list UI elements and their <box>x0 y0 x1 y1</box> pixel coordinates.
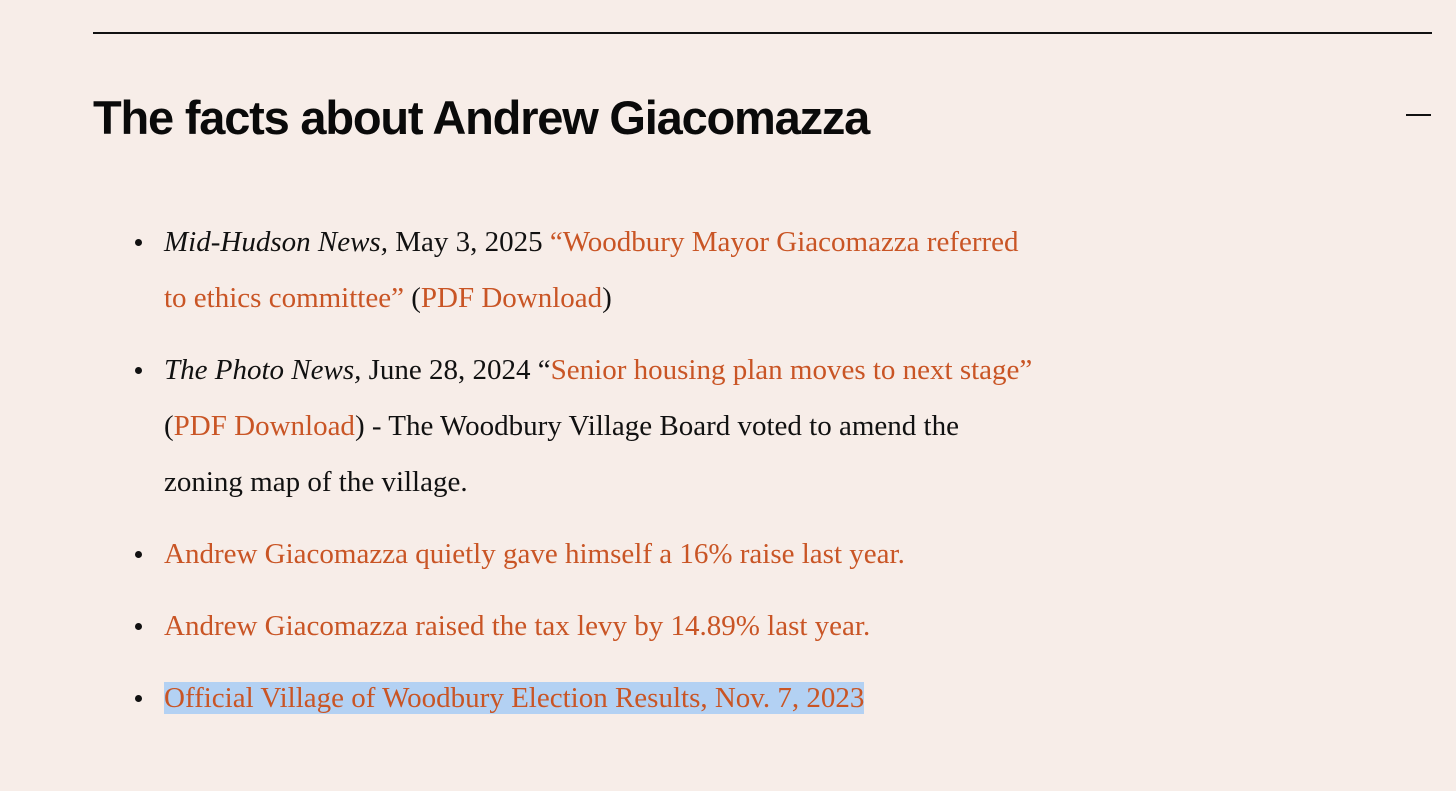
article-link[interactable]: “Woodbury Mayor Giacomazza referred to ethics committee” <box>164 226 1019 314</box>
article-date: May 3, 2025 <box>387 226 550 258</box>
bullet-icon <box>135 623 142 630</box>
list-item <box>164 670 1044 726</box>
election-results-link[interactable]: Official Village of Woodbury Election Results, Nov. 7, 2023 <box>164 682 865 714</box>
article-date: June 28, 2024 “ <box>361 354 551 386</box>
article-description: - The Woodbury Village Board voted to amend the zoning map of the village. <box>164 410 959 498</box>
pdf-download-link[interactable]: PDF Download <box>420 282 603 314</box>
raise-link[interactable]: Andrew Giacomazza quietly gave himself a 16% raise last year. <box>164 538 905 570</box>
section-title: The facts about Andrew Giacomazza <box>93 91 870 144</box>
paren-close: ) <box>354 410 365 442</box>
source-name: Mid-Hudson News, <box>164 226 388 258</box>
bullet-icon <box>135 239 142 246</box>
minus-icon <box>1406 114 1431 116</box>
article-link[interactable]: Senior housing plan moves to next stage” <box>550 354 1033 386</box>
list-item <box>164 342 1044 510</box>
bullet-icon <box>135 695 142 702</box>
bullet-icon <box>135 367 142 374</box>
list-item <box>164 526 1044 582</box>
list-item <box>164 598 1044 654</box>
source-name: The Photo News, <box>164 354 362 386</box>
list-item <box>164 214 1044 326</box>
facts-list <box>164 214 1064 742</box>
paren-open: ( <box>164 410 174 442</box>
paren-open: ( <box>403 282 421 314</box>
pdf-download-link[interactable]: PDF Download <box>173 410 355 442</box>
section-divider <box>93 32 1432 34</box>
paren-close: ) <box>602 282 612 314</box>
tax-levy-link[interactable]: Andrew Giacomazza raised the tax levy by 14.89% last year. <box>164 610 871 642</box>
bullet-icon <box>135 551 142 558</box>
collapse-button[interactable] <box>1402 100 1434 132</box>
